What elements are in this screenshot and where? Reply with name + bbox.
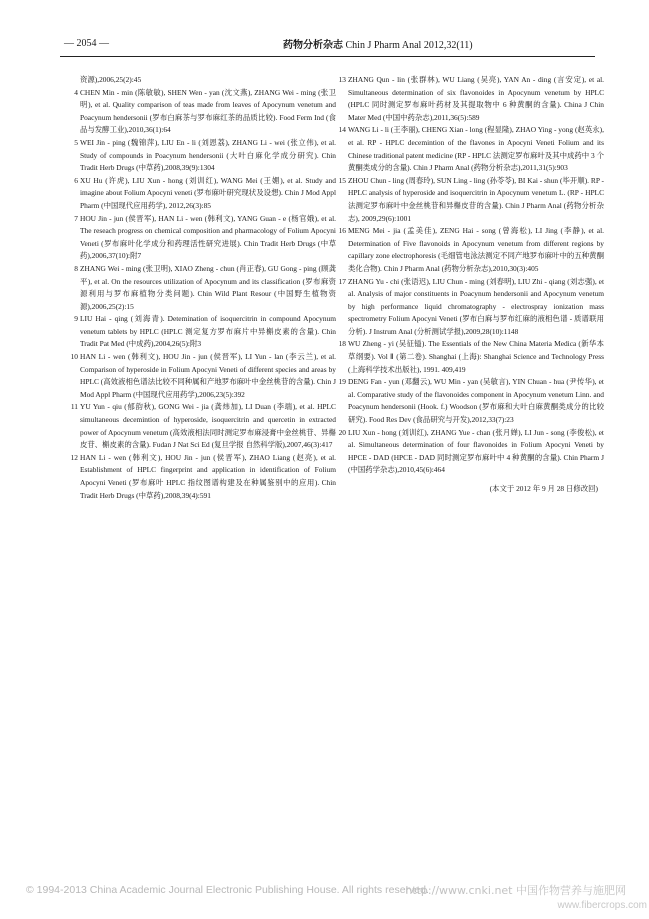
reference-number: 10 (70, 352, 78, 362)
reference-number: 15 (338, 175, 346, 185)
reference-text: MENG Mei - jia (孟美佳), ZENG Hai - song (曾海松), LI Jing (李静), et al. Determination of Five flavonoids in Apocynum venetum from different regions by capillary zone electrophoresis (毛细管电泳法测定不同产地罗布麻叶中的五种黄酮类化合物). Chin J Pharm Anal (药物分析杂志),2010,30(3):405 (348, 226, 604, 273)
reference-item (64, 137, 336, 175)
reference-number: 6 (74, 175, 78, 185)
reference-item (64, 351, 336, 401)
reference-text: LIU Hai - qing (刘海青). Detemination of isoquercitrin in compound Apocynum venetum tablets by HPLC (HPLC 测定复方罗布麻片中异槲皮素的含量). Chin Tradit Pat Med (中成药),2004,26(5):附3 (80, 314, 336, 349)
reference-item (64, 452, 336, 502)
reference-number: 19 (338, 377, 346, 387)
watermark-logo: http://www.cnki.net 中国作物营养与施肥网 (405, 884, 626, 897)
reference-item (64, 213, 336, 263)
reference-number: 17 (338, 276, 346, 286)
reference-item (64, 175, 336, 213)
reference-text: YU Yun - qiu (郁韵秋), GONG Wei - jia (龚炜加), LI Duan (李端), et al. HPLC simultaneous decemintion of hyperoside, isoquercitrin and quercetin in extracted power of Apocynum venetum (高效液相法同时测定罗布麻浸膏中金丝桃苷、异槲皮苷、槲皮素的含量). Fudan J Nat Sci Ed (复旦学报 自然科学版),2007,46(3):417 (80, 402, 336, 450)
reference-text: CHEN Min - min (陈敏敏), SHEN Wen - yan (沈文燕), ZHANG Wei - ming (张卫明), et al. Quality comparison of teas made from leaves of Apocynum venetum and Poacynum hendersonii (罗布白麻茶与罗布麻红茶的品质比较). Food Ferm Ind (食品与发酵工业),2010,36(1):64 (80, 87, 336, 135)
reference-text: HAN Li - wen (韩利文), HOU Jin - jun (侯晋军), LI Yun - lan (李云兰), et al. Comparison of hyperoside in Folium Apocyni Veneti of different species and areas by HPLC (高效液相色谱法比较不同种属和产地罗布麻叶中金丝桃苷的含量). Chin J Mod Appl Pharm (中国现代应用药学),2006,23(5):392 (80, 352, 336, 399)
journal-title-en: Chin J Pharm Anal 2012,32(11) (343, 40, 473, 51)
reference-item (64, 401, 336, 451)
reference-text: HOU Jin - jun (侯晋军), HAN Li - wen (韩利文), YANG Guan - e (杨官娥), et al. The reseach progress on chemical composition and pharmacology of Folium Apocyni Veneti (罗布麻叶化学成分和药理活性研究进展). Chin Tradit Herb Drugs (中草药),2006,37(10):附7 (80, 213, 336, 261)
journal-title-cn: 药物分析杂志 (283, 40, 343, 51)
reference-number: 5 (74, 137, 78, 147)
copyright-notice: © 1994-2013 China Academic Journal Electronic Publishing House. All rights reserved. (26, 884, 429, 896)
reference-number: 12 (70, 452, 78, 462)
reference-text: WANG Li - li (王李丽), CHENG Xian - long (程显隆), ZHAO Ying - yong (赵英永), et al. RP - HPLC decemintion of the flavones in Apocyni Veneti Folium and its Chinese traditional patent medicine (RP - HPLC 法测定罗布麻叶及其中成药中 3 个黄酮类成分的含量). Chin J Pharm Anal (药物分析杂志),2011,31(5):903 (348, 125, 604, 173)
reference-number: 18 (338, 339, 346, 349)
reference-text: WU Zheng - yi (吴征镒). The Essentials of the New China Materia Medica (新华本草纲要). Vol Ⅱ (第二卷). Shanghai (上海): Shanghai Science and Technology Press (上海科学技术出版社), 1991. 409,419 (348, 339, 604, 374)
reference-text: HAN Li - wen (韩利文), HOU Jin - jun (侯晋军), ZHAO Liang (赵亮), et al. Establishment of HPLC fingerprint and application in identification of Folium Apocyni Veneti (罗布麻叶 HPLC 指纹图谱构建及在种属鉴别中的应用). Chin Tradit Herb Drugs (中草药),2008,39(4):591 (80, 452, 336, 500)
reference-item (332, 175, 604, 225)
reference-item (64, 87, 336, 137)
reference-text: XU Hu (许虎), LIU Xun - hong (刘训红), WANG Mei (王媚), et al. Study and imagine about Folium Apocyni veneti (罗布麻叶研究现状及设想). Chin J Mod Appl Pharm (中国现代应用药学), 2012,26(3):85 (80, 175, 336, 210)
page-footer (26, 880, 626, 902)
received-date-note: (本文于 2012 年 9 月 28 日修改回) (489, 484, 598, 493)
reference-item (332, 338, 604, 376)
reference-number: 8 (74, 263, 78, 273)
reference-text: 资源),2006,25(2):45 (80, 75, 142, 84)
reference-number: 16 (338, 226, 346, 236)
reference-item (64, 313, 336, 351)
reference-item (332, 124, 604, 174)
reference-number: 13 (338, 75, 346, 84)
reference-number: 11 (70, 402, 78, 412)
reference-item (332, 225, 604, 275)
reference-text: ZHANG Wei - ming (张卫明), XIAO Zheng - chun (肖正春), GU Gong - ping (顾龚平), et al. On the resources utilization of Apocynum and its classification (罗布麻资源利用与罗布麻植物分类问题). Chin Wild Plant Resour (中国野生植物资源),2006,25(2):15 (80, 263, 336, 311)
reference-item (332, 276, 604, 339)
reference-text: ZHOU Chun - ling (周春玲), SUN Ling - ling (孙苓苓), BI Kai - shun (毕开顺). RP - HPLC analysis of hyperoside and isoquercitrin in Apocynum venetum L. (RP - HPLC 法测定罗布麻叶中金丝桃苷和异槲皮苷的含量). Chin J Pharm Anal (药物分析杂志), 2009,29(6):1001 (348, 175, 604, 223)
reference-item (332, 74, 604, 124)
reference-text: DENG Fan - yun (邓翻云), WU Min - yan (吴敏言), YIN Chuan - hua (尹传华), et al. Comparative study of the flavonoides component in Apocynum venetum Linn. and Poacynum hendersonii (Hook. f.) Woodson (罗布麻和大叶白麻黄酮类成分的比较研究). Food Res Dev (食品研究与开发),2012,33(7):23 (348, 377, 604, 425)
reference-number: 9 (74, 314, 78, 324)
reference-number: 4 (74, 87, 78, 97)
journal-title (283, 36, 473, 51)
reference-number: 7 (74, 213, 78, 223)
reference-text: ZHANG Yu - chi (张语迟), LIU Chun - ming (刘春明), LIU Zhi - qiang (刘志强), et al. Analysis of major constituents in Poacynum hendersonii and Apocynum venetum by high performance liquid chromatography - electrospray ionization mass spectrometry Folium Apocyni Veneti (罗布白麻与罗布红麻的液相色谱 - 质谱联用分析). J Instrum Anal (分析测试学报),2009,28(10):1148 (348, 276, 604, 336)
reference-item (64, 74, 336, 87)
reference-text: LIU Xun - hong (刘训红), ZHANG Yue - chan (张月婵), LI Jun - song (李俊松), et al. Simultaneous determination of four flavonoides in Folium Apocyni Veneti by HPCE - DAD (HPCE - DAD 同时测定罗布麻叶中 4 种黄酮的含量). Chin Pharm J (中国药学杂志),2010,45(6):464 (348, 427, 604, 475)
reference-item (332, 427, 604, 477)
page-header (60, 30, 595, 57)
reference-item (332, 376, 604, 426)
references-right-column (332, 74, 604, 496)
reference-number: 20 (338, 427, 346, 437)
reference-text: WEI Jin - ping (魏锦萍), LIU En - li (刘恩荔), ZHANG Li - wei (张立伟), et al. Study of compounds in Poacynum hendersonii (大叶白麻化学成分研究). Chin Tradit Herb Drugs (中草药),2008,39(9):1304 (80, 137, 336, 173)
page-number: — 2054 — (64, 38, 109, 49)
watermark-url: www.fibercrops.com (557, 900, 647, 911)
reference-number: 14 (338, 125, 346, 135)
reference-item (64, 263, 336, 313)
reference-text: ZHANG Qun - lin (张群林), WU Liang (吴亮), YAN An - ding (言安定), et al. Simultaneous determination of six flavonoides in Apocynum venetum by HPLC (HPLC 同时测定罗布麻叶药材及其提取物中 6 种黄酮的含量). China J Chin Mater Med (中国中药杂志),2011,36(5):589 (348, 75, 604, 122)
references-left-column (64, 74, 336, 502)
